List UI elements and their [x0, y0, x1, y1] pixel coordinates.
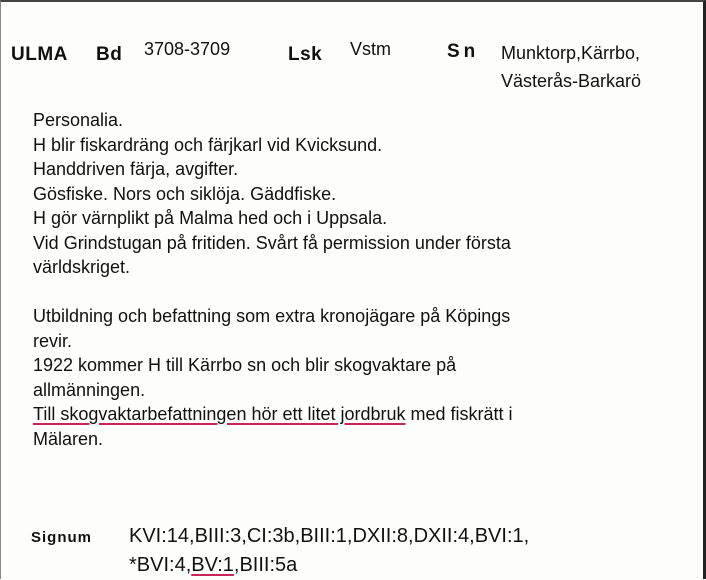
body-line: H blir fiskardräng och färjkarl vid Kvicksund. [33, 134, 383, 155]
signum-line2-a: *BVI:4, [129, 554, 192, 576]
body-line: Mälaren. [33, 428, 104, 449]
paragraph-gap [33, 280, 683, 305]
body-line: H gör värnplikt på Malma hed och i Uppsala. [33, 208, 388, 228]
signum-value [129, 522, 689, 580]
signum-line1: KVI:14,BIII:3,CI:3b,BIII:1,DXII:8,DXII:4,BVI:1, [129, 525, 530, 547]
body-line: Handdriven färja, avgifter. [33, 159, 239, 179]
lsk-value: Vstm [350, 39, 392, 59]
body-line: världskriget. [33, 257, 131, 277]
sn-value-line1: Munktorp,Kärrbo, [501, 43, 641, 63]
body-line-underlined [33, 402, 683, 427]
signum-underlined: BV:1 [191, 554, 234, 576]
underlined-text: Till skogvaktarbefattningen hör ett litet jordbruk [33, 404, 406, 424]
sn-label: Sn [447, 41, 480, 62]
ulma-value: 3708-3709 [144, 39, 231, 59]
body-line: Utbildning och befattning som extra kronojägare på Köpings [33, 306, 511, 326]
signum-line2-b: ,BIII:5a [233, 554, 298, 576]
lsk-label: Lsk [288, 44, 323, 65]
body-line-rest: med fiskrätt i [405, 404, 513, 424]
body-line: 1922 kommer H till Kärrbo sn och blir skogvaktare på [33, 355, 457, 375]
sn-value [501, 39, 641, 95]
ulma-label: ULMA [11, 44, 68, 65]
bd-label: Bd [96, 44, 123, 65]
body-line: Vid Grindstugan på fritiden. Svårt få permission under första [33, 232, 511, 253]
body-line: revir. [33, 330, 73, 351]
body-line: Personalia. [33, 110, 124, 130]
sn-value-line2: Västerås-Barkarö [501, 71, 642, 91]
signum-label: Signum [31, 529, 92, 546]
signum-line2 [129, 551, 689, 580]
body-line: allmänningen. [33, 379, 146, 400]
card-body [33, 108, 683, 451]
body-line: Gösfiske. Nors och siklöja. Gäddfiske. [33, 183, 337, 204]
